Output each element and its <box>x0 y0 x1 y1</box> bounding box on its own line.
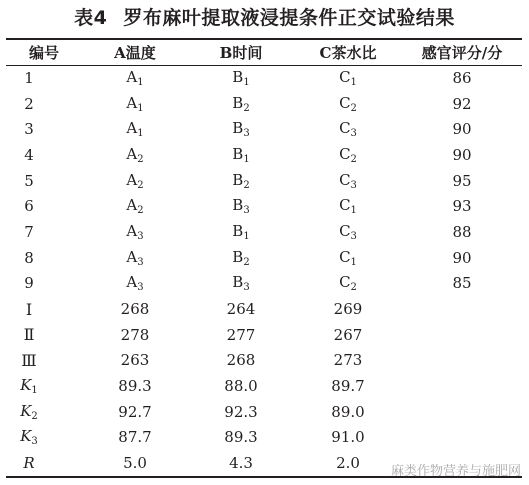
table-cell <box>402 65 522 91</box>
header-row <box>6 40 522 65</box>
cell-subscript: 2 <box>350 282 357 294</box>
table-cell <box>82 219 188 245</box>
row-label: 6 <box>24 197 34 216</box>
row-label: Ⅰ <box>25 299 33 319</box>
table-row <box>6 193 522 219</box>
table-row <box>6 142 522 168</box>
orthogonal-test-table <box>6 40 522 476</box>
row-label-cell <box>6 219 82 245</box>
cell-value: C <box>339 273 351 292</box>
row-label: Ⅱ <box>23 325 35 345</box>
cell-subscript: 3 <box>243 205 250 217</box>
table-cell <box>188 348 294 374</box>
cell-subscript: 3 <box>243 128 250 140</box>
row-label-cell <box>6 450 82 476</box>
row-label: 1 <box>24 68 34 87</box>
row-label-cell <box>6 193 82 219</box>
cell-subscript: 1 <box>243 230 250 242</box>
table-cell <box>188 425 294 451</box>
row-label-cell <box>6 245 82 271</box>
header-cell-sensory-score: 感官评分/分 <box>421 44 503 62</box>
table-row <box>6 168 522 194</box>
table-cell <box>294 193 402 219</box>
cell-value: B <box>232 170 244 189</box>
cell-value: C <box>339 144 351 163</box>
table-cell <box>294 425 402 451</box>
table-cell <box>82 168 188 194</box>
cell-subscript: 3 <box>350 230 357 242</box>
cell-value: 89.0 <box>331 402 365 421</box>
table-cell <box>82 142 188 168</box>
cell-value: 87.7 <box>118 428 152 447</box>
row-label: 4 <box>24 145 34 164</box>
cell-value: A <box>126 221 138 240</box>
row-label-cell <box>6 348 82 374</box>
table-cell <box>294 219 402 245</box>
row-label-cell <box>6 425 82 451</box>
table-cell <box>294 116 402 142</box>
cell-value: 95 <box>452 171 472 190</box>
cell-value: 86 <box>452 68 472 87</box>
table-cell <box>188 322 294 348</box>
table-cell <box>294 91 402 117</box>
row-label-subscript: 1 <box>31 385 38 397</box>
cell-value: C <box>339 196 351 215</box>
cell-value: B <box>232 196 244 215</box>
table-cell <box>294 348 402 374</box>
table-cell <box>294 373 402 399</box>
table-cell <box>294 450 402 476</box>
table-row <box>6 322 522 348</box>
cell-value: 90 <box>452 120 472 139</box>
table-cell <box>82 116 188 142</box>
row-label-cell <box>6 116 82 142</box>
table-cell <box>402 296 522 322</box>
table-cell <box>402 245 522 271</box>
cell-value: B <box>232 67 244 86</box>
table-cell <box>294 142 402 168</box>
table-row <box>6 271 522 297</box>
cell-value: 90 <box>452 248 472 267</box>
table-cell <box>402 399 522 425</box>
table-row <box>6 91 522 117</box>
table-cell <box>82 271 188 297</box>
table-cell <box>294 65 402 91</box>
row-label-subscript: 3 <box>31 436 38 448</box>
table-cell <box>188 116 294 142</box>
table-cell <box>188 450 294 476</box>
table-cell <box>402 219 522 245</box>
cell-value: 91.0 <box>331 428 365 447</box>
table-cell <box>188 245 294 271</box>
cell-subscript: 2 <box>137 205 144 217</box>
row-label: K <box>20 376 32 395</box>
row-label: 8 <box>24 248 34 267</box>
table-cell <box>82 296 188 322</box>
table-cell <box>82 193 188 219</box>
cell-value: 92 <box>452 94 472 113</box>
table-cell <box>188 296 294 322</box>
table-row <box>6 296 522 322</box>
cell-subscript: 3 <box>350 128 357 140</box>
row-label-subscript: 2 <box>31 410 38 422</box>
cell-value: C <box>339 67 351 86</box>
cell-value: 268 <box>120 300 150 319</box>
row-label: 9 <box>24 274 34 293</box>
cell-subscript: 1 <box>350 205 357 217</box>
table-cell <box>188 399 294 425</box>
table-cell <box>294 245 402 271</box>
table-row <box>6 373 522 399</box>
row-label-cell <box>6 91 82 117</box>
cell-subscript: 3 <box>137 282 144 294</box>
row-label: 3 <box>24 120 34 139</box>
table-row <box>6 399 522 425</box>
cell-subscript: 3 <box>137 230 144 242</box>
cell-value: 4.3 <box>229 454 253 473</box>
table-cell <box>402 373 522 399</box>
cell-value: 88.0 <box>224 377 258 396</box>
row-label: 2 <box>24 94 34 113</box>
table-cell <box>188 168 294 194</box>
cell-value: 278 <box>120 325 150 344</box>
cell-subscript: 1 <box>137 102 144 114</box>
table-cell <box>402 168 522 194</box>
row-label-cell <box>6 168 82 194</box>
table-cell <box>402 193 522 219</box>
table-cell <box>402 348 522 374</box>
cell-value: 2.0 <box>336 454 360 473</box>
row-label: 5 <box>24 171 34 190</box>
cell-subscript: 1 <box>350 256 357 268</box>
cell-value: A <box>126 247 138 266</box>
cell-subscript: 1 <box>137 128 144 140</box>
cell-value: C <box>339 247 351 266</box>
cell-value: 89.3 <box>224 428 258 447</box>
cell-value: B <box>232 221 244 240</box>
row-label: 7 <box>24 222 34 241</box>
cell-subscript: 1 <box>350 76 357 88</box>
cell-value: 268 <box>226 351 256 370</box>
row-label-cell <box>6 373 82 399</box>
cell-subscript: 2 <box>350 153 357 165</box>
table-cell <box>82 399 188 425</box>
cell-subscript: 3 <box>243 282 250 294</box>
cell-value: A <box>126 119 138 138</box>
row-label-cell <box>6 399 82 425</box>
cell-value: A <box>126 273 138 292</box>
cell-subscript: 2 <box>243 256 250 268</box>
table-cell <box>82 348 188 374</box>
table-cell <box>402 322 522 348</box>
header-cell-time: B时间 <box>219 44 263 62</box>
cell-value: 263 <box>120 351 150 370</box>
table-row <box>6 219 522 245</box>
table-row <box>6 425 522 451</box>
cell-value: 89.7 <box>331 377 365 396</box>
table-cell <box>188 91 294 117</box>
row-label-cell <box>6 271 82 297</box>
table-cell <box>188 271 294 297</box>
cell-value: 89.3 <box>118 377 152 396</box>
cell-value: 267 <box>333 325 363 344</box>
table-cell <box>402 425 522 451</box>
cell-subscript: 1 <box>243 76 250 88</box>
table-cell <box>402 91 522 117</box>
table-caption <box>0 4 529 32</box>
table-title: 罗布麻叶提取液浸提条件正交试验结果 <box>123 7 455 29</box>
row-label: K <box>20 427 32 446</box>
table-cell <box>294 322 402 348</box>
cell-value: B <box>232 93 244 112</box>
cell-value: 264 <box>226 300 256 319</box>
cell-value: 92.3 <box>224 402 258 421</box>
cell-value: 88 <box>452 222 472 241</box>
row-label-cell <box>6 142 82 168</box>
cell-value: A <box>126 170 138 189</box>
cell-subscript: 2 <box>137 179 144 191</box>
table-cell <box>294 168 402 194</box>
header-cell-temperature: A温度 <box>114 44 156 62</box>
cell-value: C <box>339 170 351 189</box>
table-cell <box>402 142 522 168</box>
cell-value: B <box>232 247 244 266</box>
table-cell <box>294 271 402 297</box>
cell-subscript: 2 <box>350 102 357 114</box>
cell-subscript: 1 <box>243 153 250 165</box>
table-cell <box>82 245 188 271</box>
row-label: R <box>23 454 35 473</box>
cell-value: 90 <box>452 145 472 164</box>
table-cell <box>82 425 188 451</box>
cell-value: 92.7 <box>118 402 152 421</box>
cell-value: A <box>126 196 138 215</box>
table-row <box>6 116 522 142</box>
cell-subscript: 1 <box>137 76 144 88</box>
watermark-text: 麻类作物营养与施肥网 <box>390 464 521 479</box>
table-cell <box>294 296 402 322</box>
cell-subscript: 2 <box>137 153 144 165</box>
table-cell <box>188 219 294 245</box>
table-cell <box>188 373 294 399</box>
row-label: K <box>20 401 32 420</box>
header-cell-tea-water-ratio: C茶水比 <box>319 44 377 62</box>
cell-value: 277 <box>226 325 256 344</box>
cell-value: 85 <box>452 274 472 293</box>
header-cell-number: 编号 <box>28 44 59 62</box>
row-label-cell <box>6 65 82 91</box>
table-number: 表4 <box>74 7 108 29</box>
cell-value: A <box>126 93 138 112</box>
table-row <box>6 348 522 374</box>
cell-value: A <box>126 144 138 163</box>
table-cell <box>188 142 294 168</box>
table-cell <box>82 91 188 117</box>
cell-value: 5.0 <box>123 454 147 473</box>
cell-subscript: 3 <box>137 256 144 268</box>
table-cell <box>402 116 522 142</box>
cell-value: A <box>126 67 138 86</box>
cell-value: C <box>339 221 351 240</box>
row-label-cell <box>6 322 82 348</box>
cell-value: C <box>339 93 351 112</box>
table-cell <box>402 271 522 297</box>
table-row <box>6 245 522 271</box>
cell-subscript: 2 <box>243 179 250 191</box>
cell-value: 93 <box>452 197 472 216</box>
row-label-cell <box>6 296 82 322</box>
table-cell <box>294 399 402 425</box>
table-cell <box>82 373 188 399</box>
cell-value: B <box>232 119 244 138</box>
row-label: Ⅲ <box>21 350 37 370</box>
table-cell <box>82 450 188 476</box>
table-cell <box>188 193 294 219</box>
cell-subscript: 3 <box>350 179 357 191</box>
cell-value: B <box>232 273 244 292</box>
cell-value: B <box>232 144 244 163</box>
table-cell <box>82 322 188 348</box>
cell-value: 273 <box>333 351 363 370</box>
cell-value: 269 <box>333 300 363 319</box>
table-cell <box>188 65 294 91</box>
table-cell <box>82 65 188 91</box>
cell-value: C <box>339 119 351 138</box>
cell-subscript: 2 <box>243 102 250 114</box>
table-row <box>6 65 522 91</box>
